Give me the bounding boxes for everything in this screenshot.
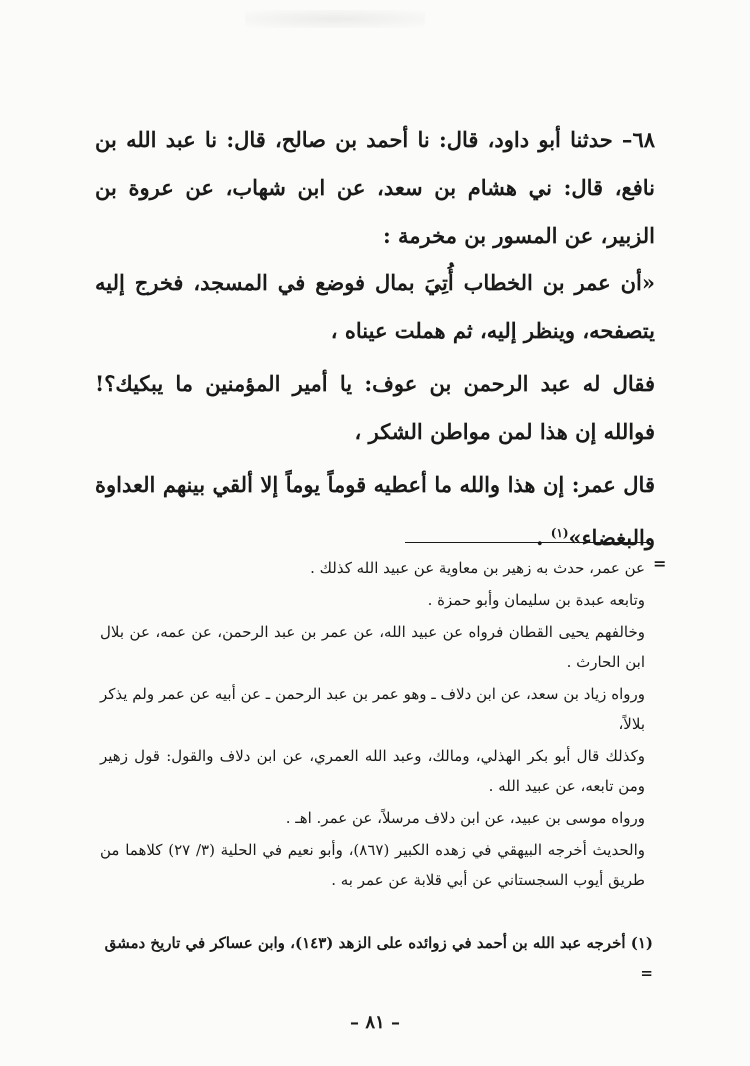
- hadith-text-3: قال عمر: إن هذا والله ما أعطيه قوماً يوماً إلا ألقي بينهم العداوة والبغضاء»: [95, 472, 655, 550]
- footnote-line: وكذلك قال أبو بكر الهذلي، ومالك، وعبد الله العمري، عن ابن دلاف والقول: قول زهير ومن تابعه، عن عبيد الله .: [100, 747, 645, 795]
- hadith-text-3-container: [95, 461, 655, 562]
- footnote-divider: [405, 542, 650, 543]
- footnote-line: والحديث أخرجه البيهقي في زهده الكبير (٨٦٧)، وأبو نعيم في الحلية (٣/ ٢٧) كلاهما من طريق أيوب السجستاني عن أبي قلابة عن عمر به .: [100, 841, 645, 889]
- hadith-end: .: [536, 525, 551, 550]
- footnote-1: (١) أخرجه عبد الله بن أحمد في زوائده على الزهد (١٤٣)، وابن عساكر في تاريخ دمشق =: [104, 934, 653, 982]
- scan-smudge: [245, 10, 425, 28]
- footnote-reference: (١): [550, 526, 569, 540]
- hadith-text-2: فقال له عبد الرحمن بن عوف: يا أمير المؤمنين ما يبكيك؟! فوالله إن هذا لمن مواطن الشكر ،: [95, 371, 655, 444]
- footnotes-block: [100, 553, 645, 897]
- footnote-continuation-mark: =: [653, 554, 667, 573]
- hadith-chain: ٦٨– حدثنا أبو داود، قال: نا أحمد بن صالح، قال: نا عبد الله بن نافع، قال: ني هشام بن سعد، عن ابن شهاب، عن عروة بن الزبير، عن المسور بن مخرمة :: [95, 127, 655, 248]
- footnote-line: وتابعه عبدة بن سليمان وأبو حمزة .: [427, 591, 645, 609]
- footnote-line: وخالفهم يحيى القطان فرواه عن عبيد الله، عن عمر بن عبد الرحمن، عن عمه، عن بلال ابن الحارث .: [100, 623, 645, 671]
- footnote-line: ورواه موسى بن عبيد، عن ابن دلاف مرسلاً، عن عمر. اهـ .: [285, 809, 645, 827]
- footnote-line: عن عمر، حدث به زهير بن معاوية عن عبيد الله كذلك .: [310, 559, 645, 577]
- footnote-line: ورواه زياد بن سعد، عن ابن دلاف ـ وهو عمر بن عبد الرحمن ـ عن أبيه عن عمر ولم يذكر بلالاً،: [100, 685, 645, 733]
- hadith-text-1: «أن عمر بن الخطاب أُتِيَ بمال فوضع في المسجد، فخرج إليه يتصفحه، وينظر إليه، ثم هملت عيناه ،: [95, 270, 655, 343]
- page-number: – ٨١ –: [350, 1012, 400, 1033]
